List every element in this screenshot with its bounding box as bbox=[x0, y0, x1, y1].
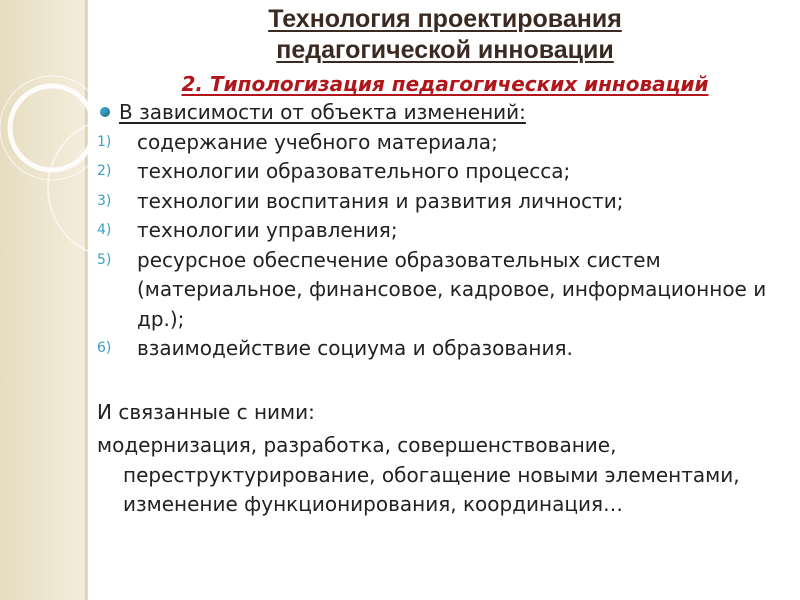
list-item-number: 2) bbox=[97, 163, 112, 179]
list-item-text: ресурсное обеспечение образовательных систем (материальное, финансовое, кадровое, информационное и др.); bbox=[137, 247, 767, 331]
slide-title-block bbox=[100, 4, 790, 98]
list-item bbox=[97, 128, 787, 158]
lead-text: В зависимости от объекта изменений: bbox=[119, 100, 526, 124]
slide-subtitle: 2. Типологизация педагогических инноваций bbox=[181, 72, 709, 96]
numbered-list bbox=[97, 128, 787, 364]
list-item-number: 1) bbox=[97, 133, 112, 150]
list-item-number: 6) bbox=[97, 340, 112, 356]
list-item-text: взаимодействие социума и образования. bbox=[137, 336, 573, 360]
list-item bbox=[97, 334, 787, 364]
related-heading: И связанные с ними: bbox=[97, 399, 315, 424]
list-item-text: содержание учебного материала; bbox=[137, 129, 498, 154]
slide-body bbox=[97, 98, 787, 520]
list-item-text: технологии воспитания и развития личности; bbox=[137, 188, 624, 213]
list-item-number: 5) bbox=[97, 251, 112, 268]
list-item bbox=[97, 216, 787, 246]
list-item-text: технологии управления; bbox=[137, 218, 398, 242]
list-item-number: 4) bbox=[97, 222, 112, 238]
blue-dot-bullet-icon bbox=[100, 107, 110, 117]
list-item bbox=[97, 187, 787, 217]
spacer bbox=[97, 364, 787, 398]
slide-title-line-1: Технология проектирования bbox=[268, 5, 622, 33]
related-paragraph: модернизация, разработка, совершенствование, переструктурирование, обогащение новыми элементами, изменение функционирования, координация… bbox=[97, 433, 740, 516]
list-item bbox=[97, 246, 787, 335]
list-item bbox=[97, 157, 787, 187]
list-item-number: 3) bbox=[97, 192, 112, 209]
lead-bullet bbox=[97, 98, 787, 128]
slide-title-line-2: педагогической инновации bbox=[276, 36, 614, 64]
list-item-text: технологии образовательного процесса; bbox=[137, 159, 571, 183]
